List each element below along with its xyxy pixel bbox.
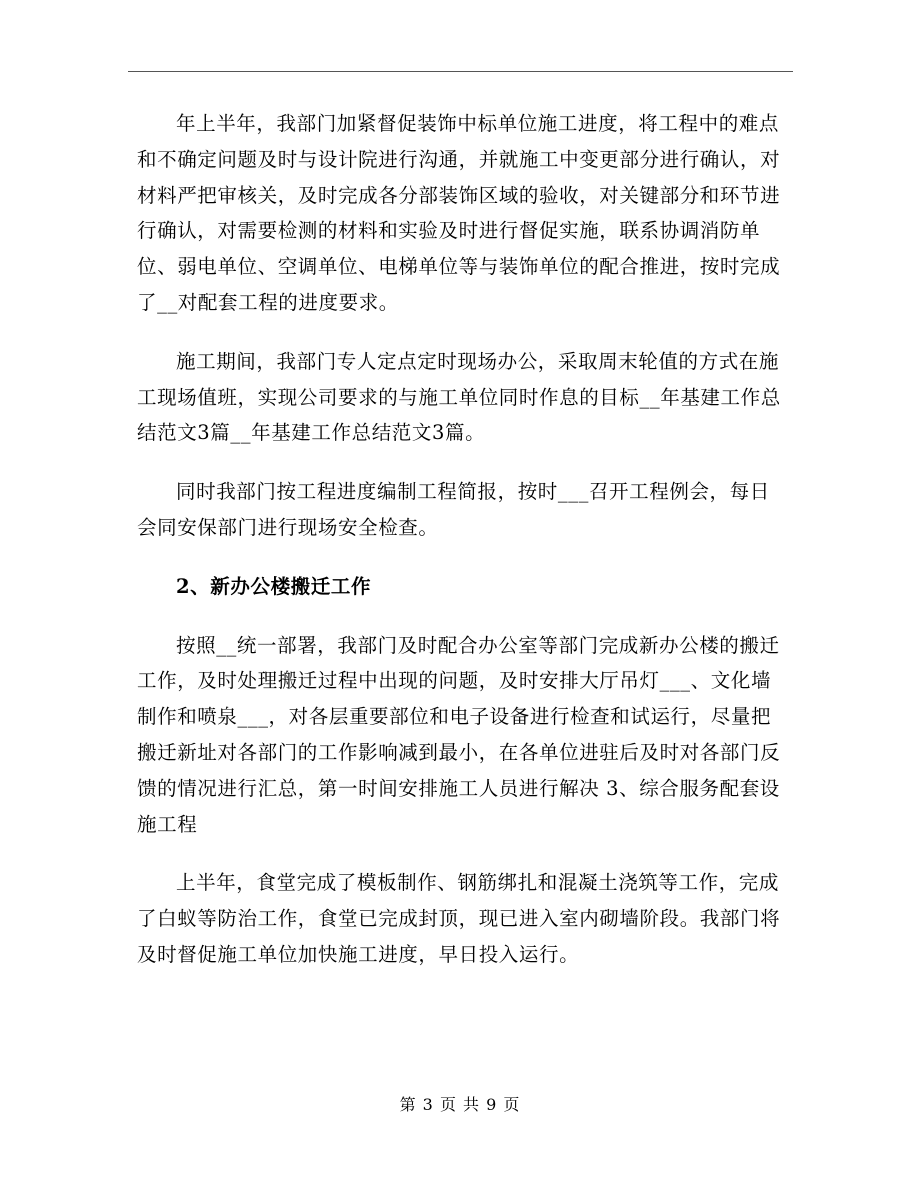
paragraph-onsite-office: 施工期间，我部门专人定点定时现场办公，采取周末轮值的方式在施工现场值班，实现公司要求的与施工单位同时作息的目标__年基建工作总结范文3篇__年基建工作总结范文3篇。 [137, 349, 781, 445]
paragraph-engineering-briefing: 同时我部门按工程进度编制工程简报，按时___召开工程例会，每日会同安保部门进行现场安全检查。 [137, 480, 770, 539]
paragraph-canteen-progress: 上半年，食堂完成了模板制作、钢筋绑扎和混凝土浇筑等工作，完成了白蚁等防治工作，食堂已完成封顶，现已进入室内砌墙阶段。我部门将及时督促施工单位加快施工进度，早日投入运行。 [137, 871, 781, 966]
page-number-footer: 第 3 页 共 9 页 [399, 1095, 521, 1114]
header-divider [128, 71, 793, 72]
section-heading-relocation: 2、新办公楼搬迁工作 [176, 574, 372, 598]
paragraph-decoration-progress: 年上半年，我部门加紧督促装饰中标单位施工进度，将工程中的难点和不确定问题及时与设计院进行沟通，并就施工中变更部分进行确认，对材料严把审核关，及时完成各分部装饰区域的验收，对关键部分和环节进行确认，对需要检测的材料和实验及时进行督促实施，联系协调消防单位、弱电单位、空调单位、电梯单位等与装饰单位的配合推进，按时完成了__对配套工程的进度要求。 [137, 112, 781, 314]
paragraph-relocation-work: 按照__统一部署，我部门及时配合办公室等部门完成新办公楼的搬迁工作，及时处理搬迁过程中出现的问题，及时安排大厅吊灯___、文化墙制作和喷泉___，对各层重要部位和电子设备进行检查和试运行，尽量把搬迁新址对各部门的工作影响减到最小，在各单位进驻后及时对各部门反馈的情况进行汇总，第一时间安排施工人员进行解决 3、综合服务配套设施工程 [137, 633, 781, 836]
document-body [137, 106, 785, 996]
